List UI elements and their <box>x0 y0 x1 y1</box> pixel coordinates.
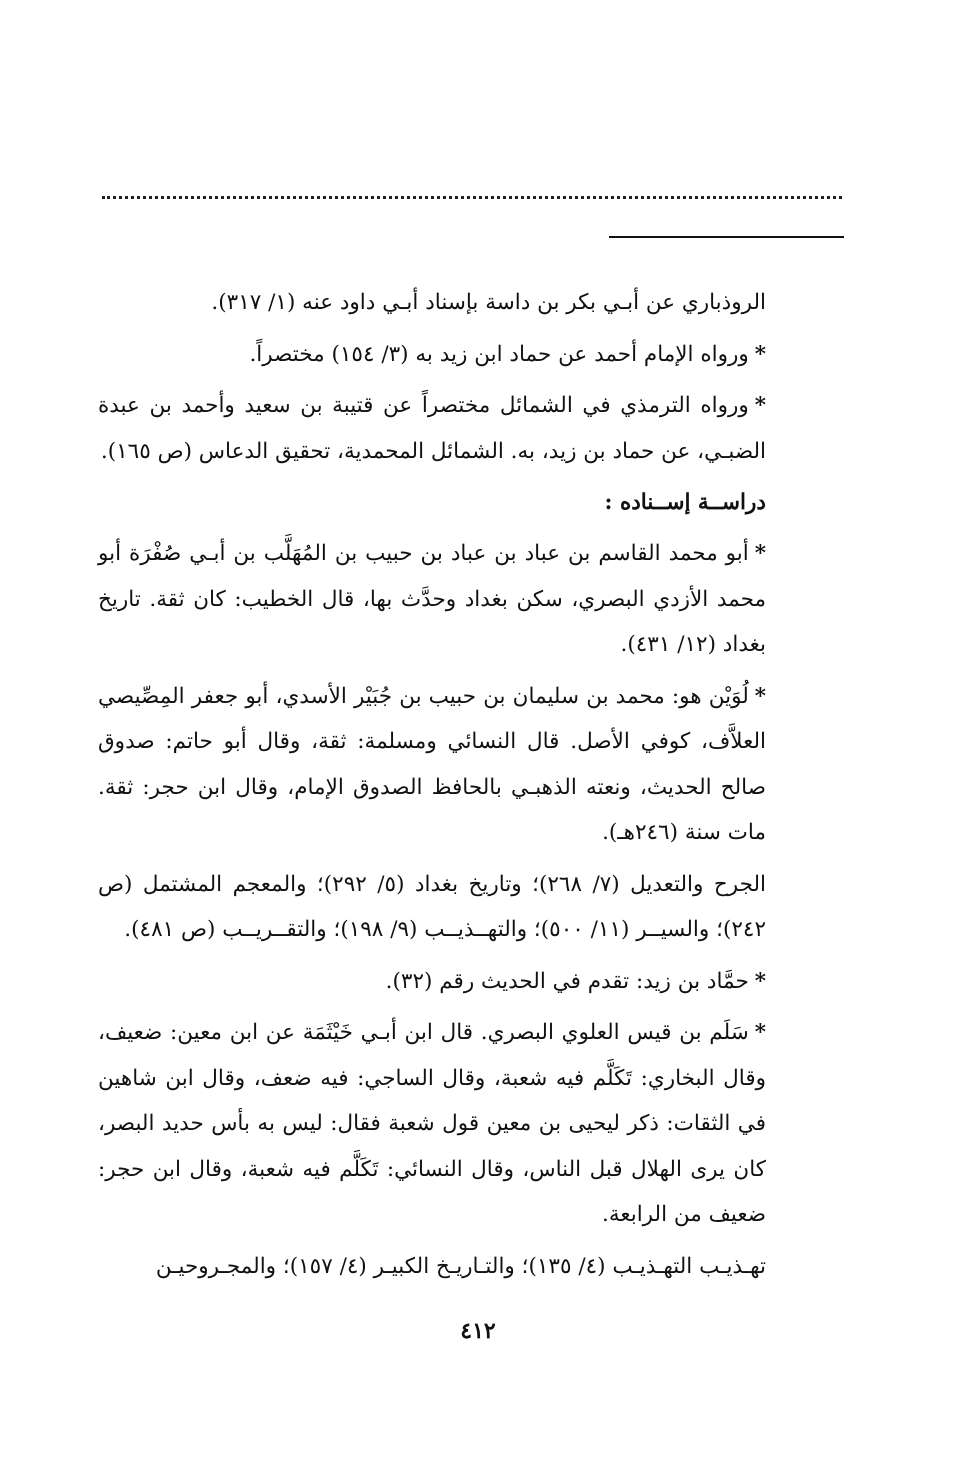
narrator-1 <box>98 531 766 668</box>
paragraph-text: ورواه الترمذي في الشمائل مختصراً عن قتيبة بن سعيد وأحمد بن عبدة الضبـي، عن حماد بن زيد، به. الشمائل المحمدية، تحقيق الدعاس (ص ١٦٥). <box>98 393 766 464</box>
references-1 <box>98 862 766 953</box>
paragraph-text: الجرح والتعديل (٧/ ٢٦٨)؛ وتاريخ بغداد (٥/ ٢٩٢)؛ والمعجم المشتمل (ص ٢٤٢)؛ والسيــر (١١/ ٥٠٠)؛ والتهــذيــب (٩/ ١٩٨)؛ والتقــريــب (ص ٤٨١). <box>98 871 766 942</box>
star-marker: * <box>754 341 766 367</box>
footnote-rule <box>609 236 844 238</box>
page-number: ٤١٢ <box>460 1318 496 1344</box>
star-marker: * <box>754 683 766 709</box>
paragraph-3 <box>98 383 766 474</box>
paragraph-text: تهـذيـب التهـذيـب (٤/ ١٣٥)؛ والتـاريـخ الكبيـر (٤/ ١٥٧)؛ والمجـروحيـن <box>155 1253 766 1279</box>
star-marker: * <box>754 968 766 994</box>
paragraph-2 <box>98 332 766 378</box>
narrator-2 <box>98 674 766 856</box>
paragraph-text: حمَّاد بن زيد: تقدم في الحديث رقم (٣٢). <box>385 968 749 994</box>
star-marker: * <box>754 541 766 566</box>
narrator-4 <box>98 1010 766 1238</box>
star-marker: * <box>754 393 766 418</box>
section-heading: دراســة إســناده : <box>604 490 766 515</box>
paragraph-text: لُوَيْن هو: محمد بن سليمان بن حبيب بن جُبَيْر الأسدي، أبو جعفر المِصِّيصي العلاَّف، كوفي الأصل. قال النسائي ومسلمة: ثقة، وقال أبو حاتم: صدوق صالح الحديث، ونعته الذهبـي بالحافظ الصدوق الإمام، وقال ابن حجر: ثقة. مات سنة (٢٤٦هـ). <box>98 683 766 845</box>
paragraph-text: الروذباري عن أبـي بكر بن داسة بإسناد أبـي داود عنه (١/ ٣١٧). <box>211 290 766 315</box>
paragraph-1 <box>98 280 766 326</box>
footnote-text <box>98 280 766 1295</box>
dotted-separator <box>102 196 842 199</box>
paragraph-text: أبو محمد القاسم بن عباد بن عباد بن حبيب بن المُهَلَّب بن أبـي صُفْرَة أبو محمد الأزدي البصري، سكن بغداد وحدَّث بها، قال الخطيب: كان ثقة. تاريخ بغداد (١٢/ ٤٣١). <box>98 541 766 657</box>
paragraph-text: سَلَم بن قيس العلوي البصري. قال ابن أبـي خَيْثَمَة عن ابن معين: ضعيف، وقال البخاري: تَكَلَّم فيه شعبة، وقال الساجي: فيه ضعف، وقال ابن شاهين في الثقات: ذكر ليحيى بن معين قول شعبة فقال: ليس به بأس حديد البصر، كان يرى الهلال قبل الناس، وقال النسائي: تَكَلَّم فيه شعبة، وقال ابن حجر: ضعيف من الرابعة. <box>98 1020 766 1227</box>
narrator-3 <box>98 959 766 1005</box>
star-marker: * <box>754 1020 766 1045</box>
references-2 <box>98 1244 766 1290</box>
paragraph-text: ورواه الإمام أحمد عن حماد ابن زيد به (٣/ ١٥٤) مختصراً. <box>249 341 749 367</box>
